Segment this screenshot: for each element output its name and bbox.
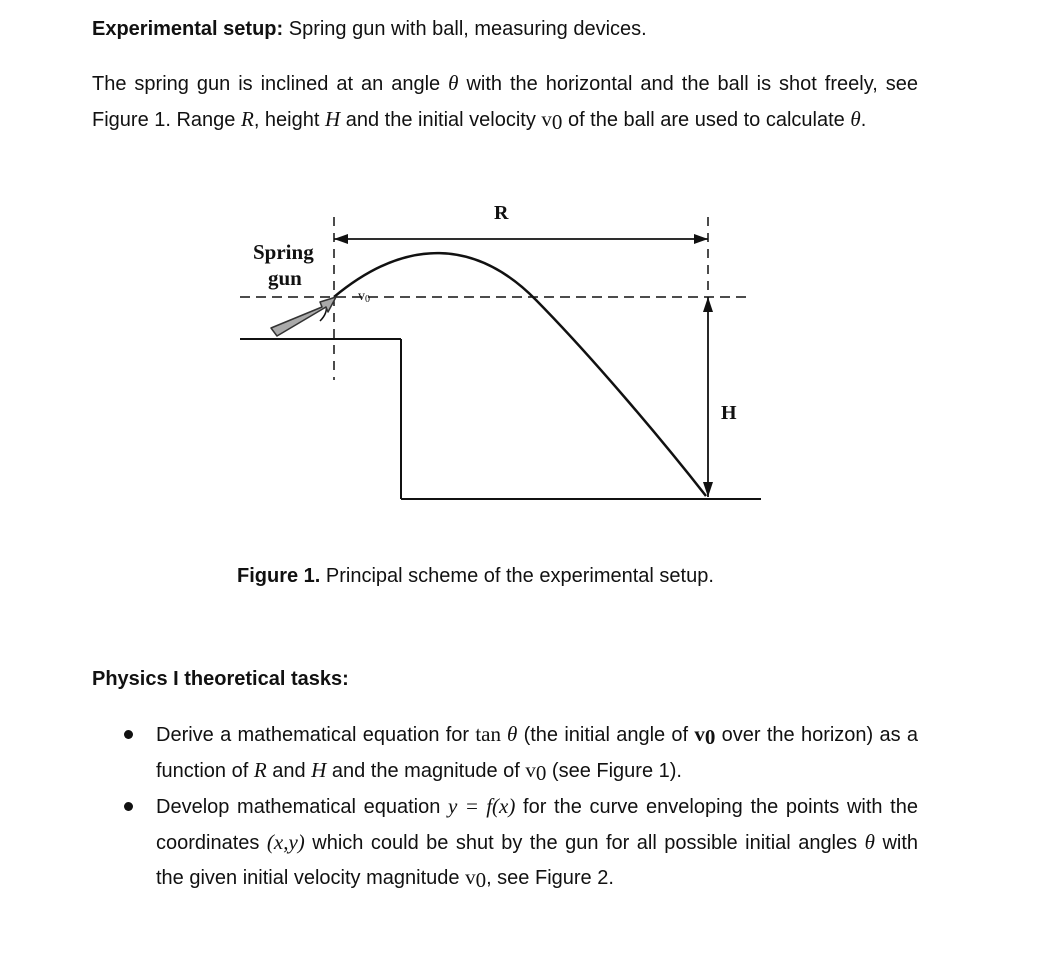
height-arrowhead-top xyxy=(703,297,713,312)
spring-gun-label-line2: gun xyxy=(268,266,302,290)
task-text: Derive a mathematical equation for xyxy=(156,724,476,746)
velocity-subscript: 0 xyxy=(475,868,487,892)
setup-paragraph xyxy=(92,12,952,47)
task-text: with the given initial velocity magnitude xyxy=(156,831,919,889)
range-symbol: R xyxy=(240,106,254,131)
range-label: R xyxy=(494,202,509,224)
height-label: H xyxy=(721,402,737,424)
task-text: (see Figure 1). xyxy=(546,759,682,782)
range-arrowhead-left xyxy=(334,234,348,244)
coordinate-pair: (x,y) xyxy=(266,829,305,854)
task-item-tan-theta xyxy=(156,717,918,788)
task-text: over the horizon) as a function of xyxy=(156,724,919,782)
task-item-envelope-curve xyxy=(156,789,918,896)
caption-label: Figure 1. xyxy=(237,565,321,587)
theta-symbol: θ xyxy=(864,829,875,854)
velocity-subscript: 0 xyxy=(551,109,563,134)
intro-text: with the horizontal and the ball is shot freely, see Figure 1. Range xyxy=(92,73,918,131)
height-symbol: H xyxy=(311,757,327,782)
height-symbol: H xyxy=(324,106,341,131)
velocity-subscript: 0 xyxy=(535,760,547,785)
intro-text: The spring gun is inclined at an angle xyxy=(92,73,449,95)
velocity-symbol: v xyxy=(465,865,476,889)
velocity-vector-symbol: v xyxy=(694,722,705,746)
range-symbol: R xyxy=(253,757,267,782)
spring-gun-arrow-icon xyxy=(271,297,336,336)
task-text: (the initial angle of xyxy=(517,724,695,746)
tasks-heading: Physics I theoretical tasks: xyxy=(92,668,349,690)
setup-text: Spring gun with ball, measuring devices. xyxy=(283,18,647,40)
experimental-setup-figure xyxy=(236,195,776,520)
intro-paragraph xyxy=(92,66,918,137)
velocity-label-letter: v xyxy=(358,289,365,304)
envelope-equation: y = f(x) xyxy=(448,794,516,818)
task-list xyxy=(156,717,918,897)
tan-function: tan xyxy=(475,722,507,746)
task-text: for the curve enveloping the points with the coordinates xyxy=(156,796,918,854)
theta-symbol: θ xyxy=(506,722,518,746)
velocity-subscript: 0 xyxy=(704,725,716,749)
intro-text: , height xyxy=(253,108,325,131)
theta-symbol: θ xyxy=(850,106,861,131)
caption-text: Principal scheme of the experimental setup. xyxy=(320,565,714,587)
intro-text: of the ball are used to calculate xyxy=(562,108,851,131)
task-text: which could be shut by the gun for all possible initial angles xyxy=(304,831,865,854)
figure-caption xyxy=(237,560,714,592)
velocity-label xyxy=(358,289,370,305)
theta-symbol: θ xyxy=(448,71,459,95)
range-arrowhead-right xyxy=(694,234,708,244)
intro-text: . xyxy=(860,108,867,131)
spring-gun-label-line1: Spring xyxy=(253,240,314,264)
ball-trajectory xyxy=(334,253,706,496)
task-text: and the magnitude of xyxy=(326,759,526,782)
velocity-symbol: v xyxy=(525,757,536,782)
intro-text: and the initial velocity xyxy=(340,108,542,131)
velocity-label-subscript: 0 xyxy=(365,294,370,305)
setup-label: Experimental setup: xyxy=(92,18,284,40)
task-text: , see Figure 2. xyxy=(486,867,614,889)
task-text: Develop mathematical equation xyxy=(156,796,449,818)
velocity-symbol: v xyxy=(541,106,552,131)
task-text: and xyxy=(266,759,312,782)
